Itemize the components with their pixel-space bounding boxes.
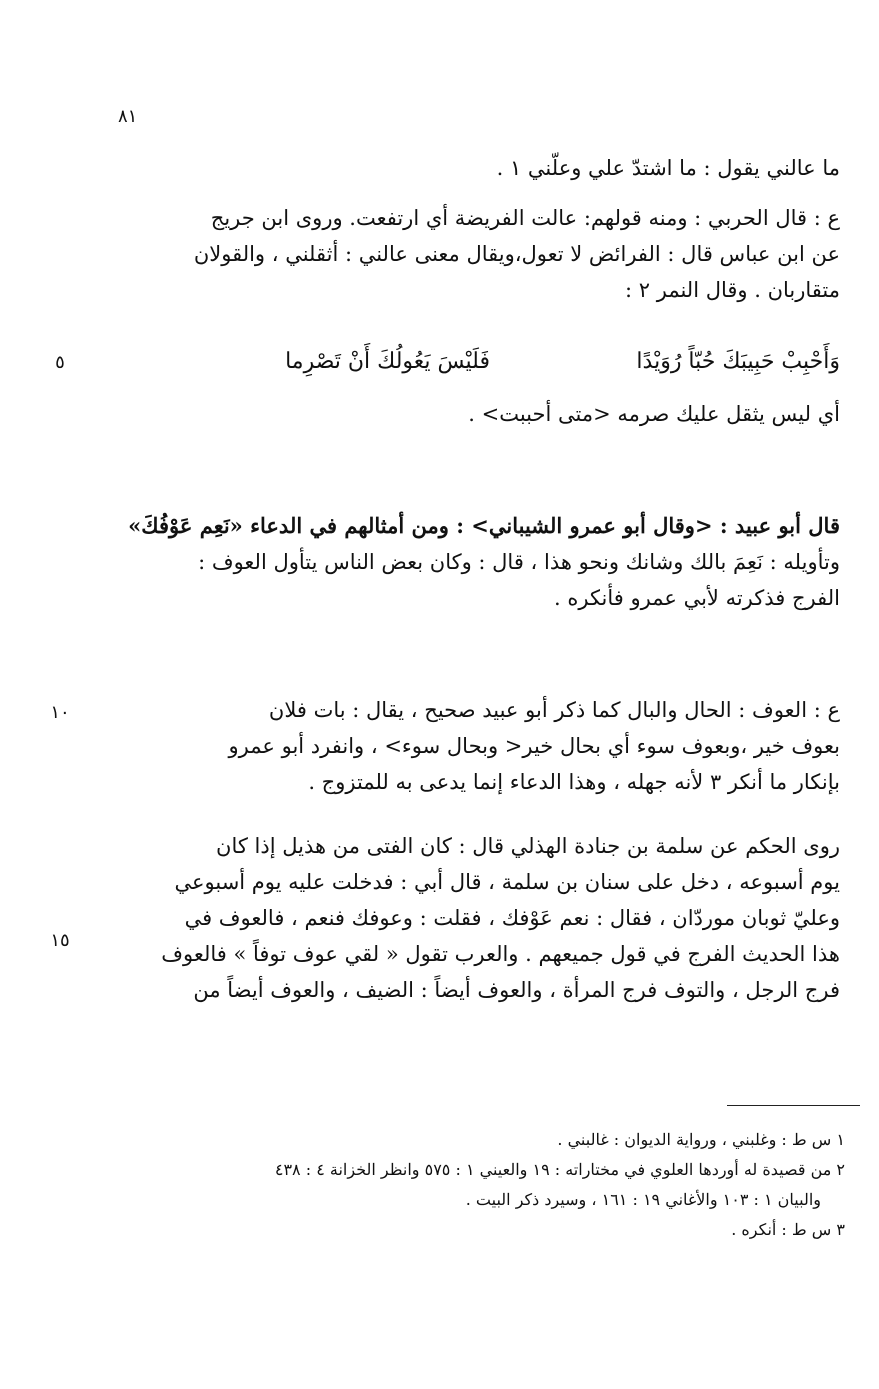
- margin-number-5: ٥: [55, 352, 65, 373]
- paragraph-2: [118, 200, 840, 308]
- paragraph-3: [118, 396, 840, 432]
- page-number: ٨١: [118, 106, 138, 127]
- footnote-2-continued: والبيان ١ : ١٠٣ والأغاني ١٩ : ١٦١ ، وسيرد ذكر البيت .: [465, 1190, 821, 1209]
- paragraph-4: [118, 508, 840, 616]
- text-line: قال أبو عبيد : <وقال أبو عمرو الشيباني> : ومن أمثالهم في الدعاء «نَعِم عَوْفُكَ»: [128, 513, 840, 538]
- verse-hemistich-first: وَأَحْبِبْ حَبِيبَكَ حُبّاً رُوَيْدًا: [636, 349, 840, 374]
- text-line: عن ابن عباس قال : الفرائض لا تعول،ويقال معنى عالني : أثقلني ، والقولان: [193, 242, 840, 266]
- footnote-1: ١ س ط : وغلبني ، ورواية الديوان : غالبني .: [557, 1130, 845, 1149]
- paragraph-5: [118, 692, 840, 800]
- footnotes: [110, 1125, 845, 1245]
- text-line: يوم أسبوعه ، دخل على سنان بن سلمة ، قال أبي : فدخلت عليه يوم أسبوعي: [174, 870, 840, 894]
- text-line: ما عالني يقول : ما اشتدّ علي وعلّني ١ .: [496, 156, 840, 180]
- text-line: روى الحكم عن سلمة بن جنادة الهذلي قال : كان الفتى من هذيل إذا كان: [216, 834, 840, 858]
- poetry-verse: [150, 340, 840, 384]
- text-line: ع : قال الحربي : ومنه قولهم: عالت الفريضة أي ارتفعت. وروى ابن جريج: [210, 206, 840, 230]
- text-line: الفرج فذكرته لأبي عمرو فأنكره .: [554, 586, 840, 610]
- text-line: فرج الرجل ، والتوف فرج المرأة ، والعوف أيضاً : الضيف ، والعوف أيضاً من: [193, 978, 840, 1002]
- text-line: أي ليس يثقل عليك صرمه <متى أحببت> .: [468, 402, 840, 426]
- text-line: بعوف خير ،وبعوف سوء أي بحال خير< وبحال سوء> ، وانفرد أبو عمرو: [228, 734, 840, 758]
- footnote-3: ٣ س ط : أنكره .: [731, 1220, 845, 1239]
- paragraph-1: [118, 150, 840, 186]
- footnote-separator: [727, 1105, 860, 1106]
- text-line: ع : العوف : الحال والبال كما ذكر أبو عبيد صحيح ، يقال : بات فلان: [268, 698, 840, 722]
- text-line: وتأويله : نَعِمَ بالك وشانك ونحو هذا ، قال : وكان بعض الناس يتأول العوف :: [198, 550, 840, 574]
- footnote-2: ٢ من قصيدة له أوردها العلوي في مختاراته : ١٩ والعيني ١ : ٥٧٥ وانظر الخزانة ٤ : ٤٣٨: [274, 1160, 845, 1179]
- text-line: هذا الحديث الفرج في قول جميعهم . والعرب تقول « لقي عوف توفاً » فالعوف: [161, 942, 840, 966]
- verse-hemistich-second: فَلَيْسَ يَعُولُكَ أَنْ تَصْرِما: [285, 349, 490, 374]
- paragraph-6: [118, 828, 840, 1008]
- margin-number-15: ١٥: [50, 930, 70, 951]
- margin-number-10: ١٠: [50, 702, 70, 723]
- text-line: بإنكار ما أنكر ٣ لأنه جهله ، وهذا الدعاء إنما يدعى به للمتزوج .: [308, 770, 840, 794]
- text-line: متقاربان . وقال النمر ٢ :: [625, 278, 840, 302]
- text-line: وعليّ ثوبان موردّان ، فقال : نعم عَوْفك ، فقلت : وعوفك فنعم ، فالعوف في: [184, 906, 840, 930]
